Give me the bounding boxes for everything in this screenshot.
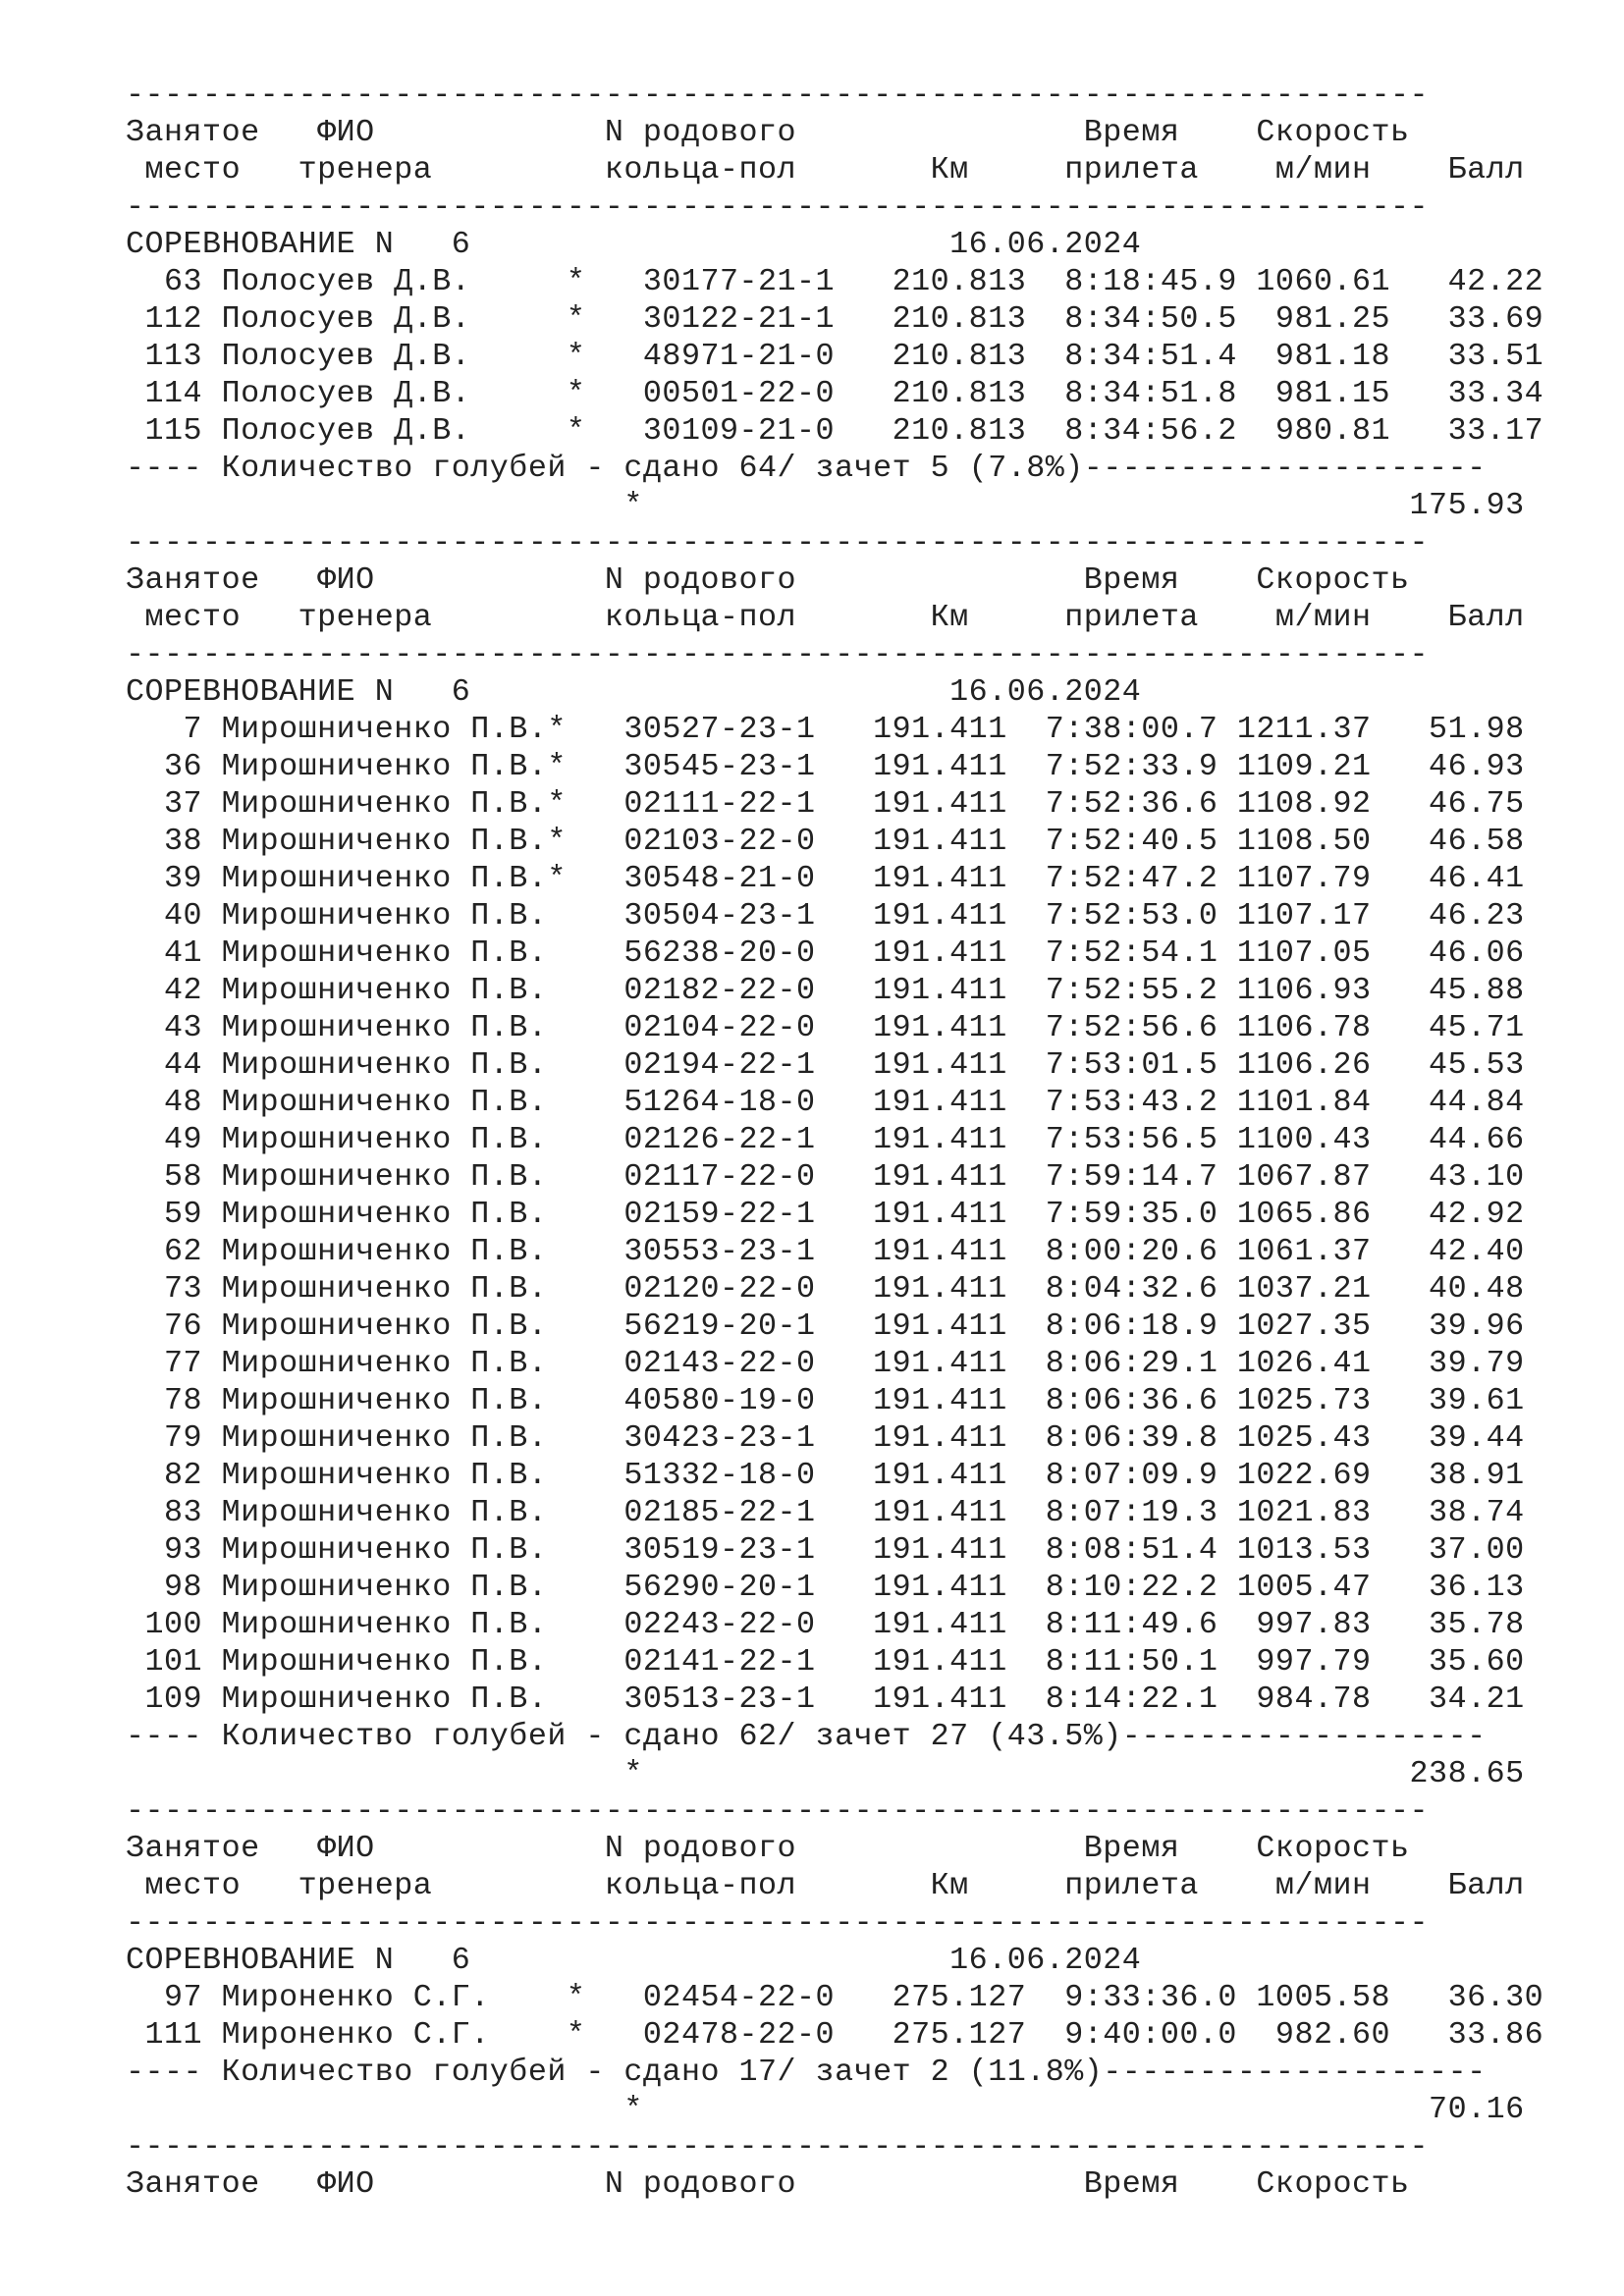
result-row: 114 Полосуев Д.В. * 00501-22-0 210.813 8:34:51.8 981.15 33.34 [126, 376, 1544, 411]
result-row: 77 Мирошниченко П.В. 02143-22-0 191.411 8:06:29.1 1026.41 39.79 [126, 1346, 1525, 1381]
result-row: 43 Мирошниченко П.В. 02104-22-0 191.411 7:52:56.6 1106.78 45.71 [126, 1010, 1525, 1045]
result-row: 97 Мироненко С.Г. * 02454-22-0 275.127 9:33:36.0 1005.58 36.30 [126, 1980, 1544, 2015]
competition-title: СОРЕВНОВАНИЕ N 6 16.06.2024 [126, 674, 1142, 710]
result-row: 73 Мирошниченко П.В. 02120-22-0 191.411 8:04:32.6 1037.21 40.48 [126, 1271, 1525, 1307]
result-row: 7 Мирошниченко П.В.* 30527-23-1 191.411 7:38:00.7 1211.37 51.98 [126, 712, 1525, 747]
header-row-1: Занятое ФИО N родового Время Скорость [126, 115, 1410, 150]
result-row: 109 Мирошниченко П.В. 30513-23-1 191.411 8:14:22.1 984.78 34.21 [126, 1682, 1525, 1717]
result-row: 37 Мирошниченко П.В.* 02111-22-1 191.411 7:52:36.6 1108.92 46.75 [126, 786, 1525, 822]
separator-line: -------------------------------------------------------------------- [126, 78, 1430, 113]
result-row: 41 Мирошниченко П.В. 56238-20-0 191.411 7:52:54.1 1107.05 46.06 [126, 935, 1525, 971]
separator-line: -------------------------------------------------------------------- [126, 189, 1430, 225]
result-row: 100 Мирошниченко П.В. 02243-22-0 191.411 8:11:49.6 997.83 35.78 [126, 1607, 1525, 1642]
group-total: * 70.16 [126, 2092, 1525, 2127]
result-row: 59 Мирошниченко П.В. 02159-22-1 191.411 7:59:35.0 1065.86 42.92 [126, 1197, 1525, 1232]
header-row-1: Занятое ФИО N родового Время Скорость [126, 2166, 1410, 2202]
result-row: 113 Полосуев Д.В. * 48971-21-0 210.813 8:34:51.4 981.18 33.51 [126, 339, 1544, 374]
result-row: 58 Мирошниченко П.В. 02117-22-0 191.411 7:59:14.7 1067.87 43.10 [126, 1159, 1525, 1195]
result-row: 36 Мирошниченко П.В.* 30545-23-1 191.411 7:52:33.9 1109.21 46.93 [126, 749, 1525, 784]
result-row: 62 Мирошниченко П.В. 30553-23-1 191.411 8:00:20.6 1061.37 42.40 [126, 1234, 1525, 1269]
separator-line: -------------------------------------------------------------------- [126, 2129, 1430, 2164]
competition-title: СОРЕВНОВАНИЕ N 6 16.06.2024 [126, 1943, 1142, 1978]
result-row: 63 Полосуев Д.В. * 30177-21-1 210.813 8:18:45.9 1060.61 42.22 [126, 264, 1544, 299]
group-total: * 238.65 [126, 1756, 1525, 1791]
header-row-2: место тренера кольца-пол Км прилета м/мин Балл [126, 152, 1525, 187]
result-row: 40 Мирошниченко П.В. 30504-23-1 191.411 7:52:53.0 1107.17 46.23 [126, 898, 1525, 934]
separator-line: -------------------------------------------------------------------- [126, 637, 1430, 672]
results-report [126, 77, 1543, 2203]
group-summary: ---- Количество голубей - сдано 17/ зачет 2 (11.8%)-------------------- [126, 2055, 1487, 2090]
result-row: 83 Мирошниченко П.В. 02185-22-1 191.411 8:07:19.3 1021.83 38.74 [126, 1495, 1525, 1530]
result-row: 78 Мирошниченко П.В. 40580-19-0 191.411 8:06:36.6 1025.73 39.61 [126, 1383, 1525, 1418]
header-row-1: Занятое ФИО N родового Время Скорость [126, 562, 1410, 598]
result-row: 42 Мирошниченко П.В. 02182-22-0 191.411 7:52:55.2 1106.93 45.88 [126, 973, 1525, 1008]
result-row: 79 Мирошниченко П.В. 30423-23-1 191.411 8:06:39.8 1025.43 39.44 [126, 1420, 1525, 1456]
header-row-2: место тренера кольца-пол Км прилета м/мин Балл [126, 1868, 1525, 1903]
result-row: 111 Мироненко С.Г. * 02478-22-0 275.127 9:40:00.0 982.60 33.86 [126, 2017, 1544, 2053]
competition-title: СОРЕВНОВАНИЕ N 6 16.06.2024 [126, 227, 1142, 262]
result-row: 38 Мирошниченко П.В.* 02103-22-0 191.411 7:52:40.5 1108.50 46.58 [126, 824, 1525, 859]
group-summary: ---- Количество голубей - сдано 64/ зачет 5 (7.8%)--------------------- [126, 451, 1487, 486]
result-row: 98 Мирошниченко П.В. 56290-20-1 191.411 8:10:22.2 1005.47 36.13 [126, 1570, 1525, 1605]
result-row: 39 Мирошниченко П.В.* 30548-21-0 191.411 7:52:47.2 1107.79 46.41 [126, 861, 1525, 896]
header-row-1: Занятое ФИО N родового Время Скорость [126, 1831, 1410, 1866]
separator-line: -------------------------------------------------------------------- [126, 1793, 1430, 1829]
result-row: 44 Мирошниченко П.В. 02194-22-1 191.411 7:53:01.5 1106.26 45.53 [126, 1047, 1525, 1083]
result-row: 49 Мирошниченко П.В. 02126-22-1 191.411 7:53:56.5 1100.43 44.66 [126, 1122, 1525, 1157]
result-row: 93 Мирошниченко П.В. 30519-23-1 191.411 8:08:51.4 1013.53 37.00 [126, 1532, 1525, 1568]
separator-line: -------------------------------------------------------------------- [126, 525, 1430, 561]
result-row: 76 Мирошниченко П.В. 56219-20-1 191.411 8:06:18.9 1027.35 39.96 [126, 1308, 1525, 1344]
separator-line: -------------------------------------------------------------------- [126, 1905, 1430, 1941]
result-row: 112 Полосуев Д.В. * 30122-21-1 210.813 8:34:50.5 981.25 33.69 [126, 301, 1544, 337]
group-total: * 175.93 [126, 488, 1525, 523]
result-row: 48 Мирошниченко П.В. 51264-18-0 191.411 7:53:43.2 1101.84 44.84 [126, 1085, 1525, 1120]
result-row: 115 Полосуев Д.В. * 30109-21-0 210.813 8:34:56.2 980.81 33.17 [126, 413, 1544, 449]
result-row: 101 Мирошниченко П.В. 02141-22-1 191.411 8:11:50.1 997.79 35.60 [126, 1644, 1525, 1680]
group-summary: ---- Количество голубей - сдано 62/ зачет 27 (43.5%)------------------- [126, 1719, 1487, 1754]
result-row: 82 Мирошниченко П.В. 51332-18-0 191.411 8:07:09.9 1022.69 38.91 [126, 1458, 1525, 1493]
header-row-2: место тренера кольца-пол Км прилета м/мин Балл [126, 600, 1525, 635]
